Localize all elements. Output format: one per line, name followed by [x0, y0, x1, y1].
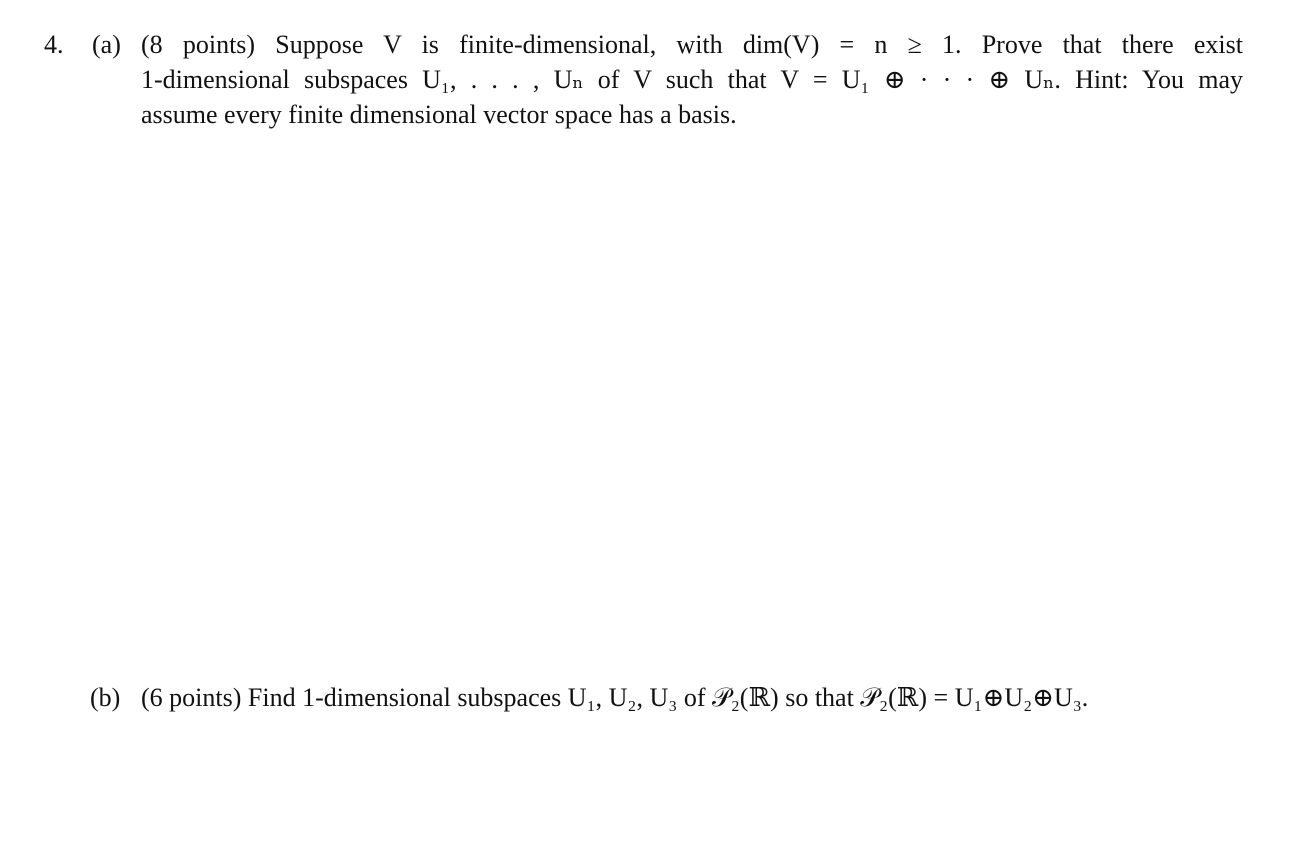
part-b-answer-space[interactable]	[141, 725, 1241, 835]
part-a-line-3: assume every finite dimensional vector space has a basis.	[141, 100, 737, 129]
part-a-line-1: (8 points) Suppose V is finite-dimensional, with dim(V) = n ≥ 1. Prove that there exist	[141, 30, 1243, 59]
part-b-text	[141, 680, 1246, 715]
part-a-line-2: 1-dimensional subspaces U₁, . . . , Uₙ of V such that V = U₁ ⊕ · · · ⊕ Uₙ. Hint: You may	[141, 65, 1243, 94]
part-b-line-1: (6 points) Find 1-dimensional subspaces U₁, U₂, U₃ of 𝒫₂(ℝ) so that 𝒫₂(ℝ) = U₁⊕U₂⊕U₃.	[141, 683, 1089, 712]
question-number: 4.	[44, 30, 64, 59]
part-b-label: (b)	[90, 683, 121, 712]
part-a-answer-space[interactable]	[141, 140, 1241, 660]
part-a-text	[141, 27, 1243, 132]
part-a-label: (a)	[92, 30, 121, 59]
